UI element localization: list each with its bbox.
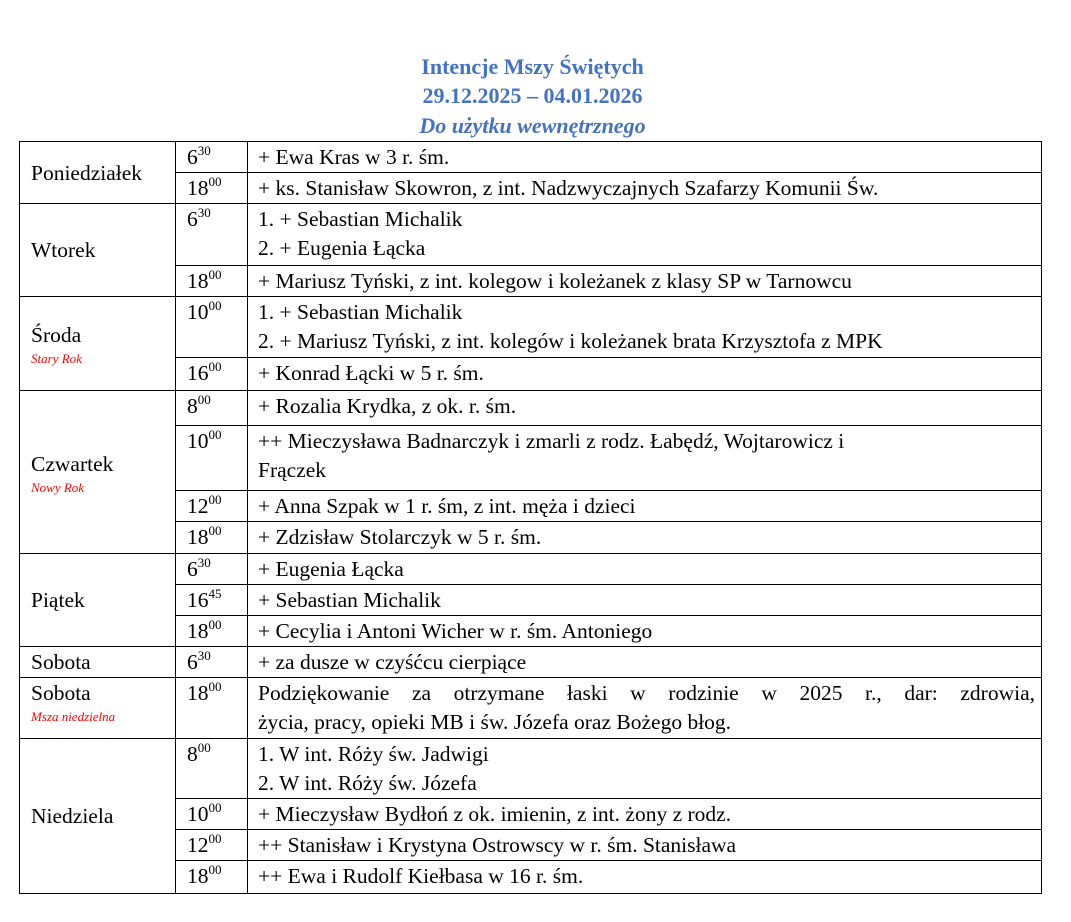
mass-minutes: 00 (208, 491, 222, 507)
mass-hour: 18 (187, 269, 209, 293)
mass-time (176, 173, 248, 204)
mass-time (176, 647, 248, 678)
intention-line: 1. + Sebastian Michalik (258, 207, 463, 231)
day-cell (20, 297, 176, 391)
intention-line: + Sebastian Michalik (258, 588, 441, 612)
intention-cell (248, 739, 1042, 799)
day-name: Niedziela (31, 804, 114, 828)
subtitle: Do użytku wewnętrznego (419, 113, 646, 138)
intention-line: + ks. Stanisław Skowron, z int. Nadzwyczajnych Szafarzy Komunii Św. (258, 176, 879, 200)
mass-minutes: 30 (197, 204, 211, 220)
mass-minutes: 30 (197, 647, 211, 663)
mass-hour: 16 (187, 361, 209, 385)
mass-hour: 16 (187, 588, 209, 612)
mass-time (176, 491, 248, 522)
intention-cell (248, 522, 1042, 554)
intention-line: życia, pracy, opieki MB i św. Józefa oraz Bożego błog. (258, 710, 732, 734)
intention-line: ++ Ewa i Rudolf Kiełbasa w 16 r. śm. (258, 864, 584, 888)
mass-row (20, 391, 1042, 426)
mass-minutes: 00 (208, 266, 222, 282)
intention-line: Podziękowanie za otrzymane łaski w rodzinie w 2025 r., dar: zdrowia, (258, 681, 1035, 705)
day-name: Czwartek (31, 451, 114, 476)
day-name: Środa (31, 323, 82, 347)
intention-line: + Ewa Kras w 3 r. śm. (258, 145, 450, 169)
mass-hour: 18 (187, 619, 209, 643)
intention-cell (248, 616, 1042, 647)
day-cell (20, 647, 176, 678)
intention-cell (248, 647, 1042, 678)
day-note: Nowy Rok (31, 479, 85, 495)
mass-time (176, 358, 248, 391)
intention-line: + Rozalia Krydka, z ok. r. śm. (258, 394, 517, 418)
day-name: Wtorek (31, 238, 96, 262)
intention-cell (248, 297, 1042, 358)
mass-time (176, 554, 248, 585)
mass-hour: 6 (187, 557, 198, 581)
mass-hour: 10 (187, 429, 209, 453)
intention-cell (248, 426, 1042, 491)
intention-line: Frączek (258, 458, 327, 482)
mass-row (20, 554, 1042, 585)
day-cell (20, 554, 176, 647)
intention-cell (248, 585, 1042, 616)
intention-line: 2. + Mariusz Tyński, z int. kolegów i koleżanek brata Krzysztofa z MPK (258, 329, 883, 353)
day-note: Msza niedzielna (31, 709, 116, 724)
date-range: 29.12.2025 – 04.01.2026 (422, 83, 643, 108)
intention-cell (248, 142, 1042, 173)
mass-time (176, 830, 248, 861)
day-note: Stary Rok (31, 351, 82, 366)
mass-row (20, 739, 1042, 799)
mass-hour: 18 (187, 176, 209, 200)
mass-time (176, 861, 248, 894)
mass-row (20, 678, 1042, 739)
mass-time (176, 739, 248, 799)
intention-line: + Mieczysław Bydłoń z ok. imienin, z int. żony z rodz. (258, 802, 732, 826)
intention-line: 2. + Eugenia Łącka (258, 236, 426, 260)
mass-time (176, 297, 248, 358)
intention-line: + Konrad Łącki w 5 r. śm. (258, 361, 484, 385)
mass-hour: 8 (187, 394, 198, 418)
mass-hour: 10 (187, 300, 209, 324)
mass-minutes: 00 (208, 861, 222, 877)
intention-cell (248, 358, 1042, 391)
mass-minutes: 45 (208, 585, 222, 601)
intentions-table (19, 141, 1042, 894)
mass-time (176, 142, 248, 173)
intention-line: + Zdzisław Stolarczyk w 5 r. śm. (258, 525, 542, 549)
mass-hour: 6 (187, 207, 198, 231)
intention-cell (248, 204, 1042, 266)
mass-minutes: 30 (197, 554, 211, 570)
mass-minutes: 00 (208, 616, 222, 632)
mass-time (176, 426, 248, 491)
day-cell (20, 678, 176, 739)
intention-line: + Eugenia Łącka (258, 557, 404, 581)
mass-minutes: 00 (197, 739, 211, 755)
mass-time (176, 585, 248, 616)
intention-cell (248, 266, 1042, 297)
intention-line: 2. W int. Róży św. Józefa (258, 771, 477, 795)
mass-minutes: 00 (208, 830, 222, 846)
mass-time (176, 391, 248, 426)
mass-hour: 18 (187, 864, 209, 888)
intention-cell (248, 173, 1042, 204)
intention-cell (248, 391, 1042, 426)
mass-time (176, 204, 248, 266)
intention-line: 1. + Sebastian Michalik (258, 300, 463, 324)
day-name: Sobota (31, 681, 91, 705)
mass-minutes: 00 (208, 358, 222, 374)
day-name: Poniedziałek (31, 160, 143, 185)
mass-minutes: 00 (208, 799, 222, 815)
mass-row (20, 647, 1042, 678)
intentions-table-body (20, 142, 1042, 894)
page-title: Intencje Mszy Świętych (421, 54, 644, 79)
intention-line: 1. W int. Róży św. Jadwigi (258, 742, 489, 766)
mass-hour: 12 (187, 833, 209, 857)
day-name: Sobota (31, 650, 91, 674)
mass-hour: 8 (187, 742, 198, 766)
mass-minutes: 00 (208, 522, 222, 538)
mass-hour: 18 (187, 681, 209, 705)
intention-cell (248, 830, 1042, 861)
intention-line: + Mariusz Tyński, z int. kolegow i koleżanek z klasy SP w Tarnowcu (258, 269, 852, 293)
mass-hour: 12 (187, 494, 209, 518)
intention-cell (248, 861, 1042, 894)
intention-line: + Anna Szpak w 1 r. śm, z int. męża i dzieci (258, 494, 636, 518)
intention-cell (248, 678, 1042, 739)
mass-minutes: 00 (208, 426, 222, 442)
intention-line: ++ Mieczysława Badnarczyk i zmarli z rodz. Łabędź, Wojtarowicz i (258, 429, 845, 453)
mass-minutes: 00 (208, 173, 222, 189)
mass-hour: 6 (187, 650, 198, 674)
mass-hour: 10 (187, 802, 209, 826)
mass-minutes: 00 (208, 678, 222, 694)
intention-line: + Cecylia i Antoni Wicher w r. śm. Antoniego (258, 619, 653, 643)
intention-cell (248, 491, 1042, 522)
day-name: Piątek (31, 588, 85, 612)
mass-row (20, 297, 1042, 358)
day-cell (20, 204, 176, 297)
mass-row (20, 204, 1042, 266)
mass-minutes: 00 (208, 297, 222, 313)
day-cell (20, 739, 176, 894)
mass-minutes: 00 (197, 391, 211, 407)
intention-line: + za dusze w czyśćcu cierpiące (258, 650, 527, 674)
mass-time (176, 678, 248, 739)
intention-cell (248, 554, 1042, 585)
mass-time (176, 266, 248, 297)
mass-row (20, 142, 1042, 173)
mass-hour: 18 (187, 525, 209, 549)
mass-time (176, 522, 248, 554)
mass-minutes: 30 (197, 142, 211, 158)
mass-time (176, 799, 248, 830)
mass-time (176, 616, 248, 647)
intention-cell (248, 799, 1042, 830)
day-cell (20, 142, 176, 204)
intention-line: ++ Stanisław i Krystyna Ostrowscy w r. śm. Stanisława (258, 833, 737, 857)
day-cell (20, 391, 176, 554)
mass-hour: 6 (187, 145, 198, 169)
